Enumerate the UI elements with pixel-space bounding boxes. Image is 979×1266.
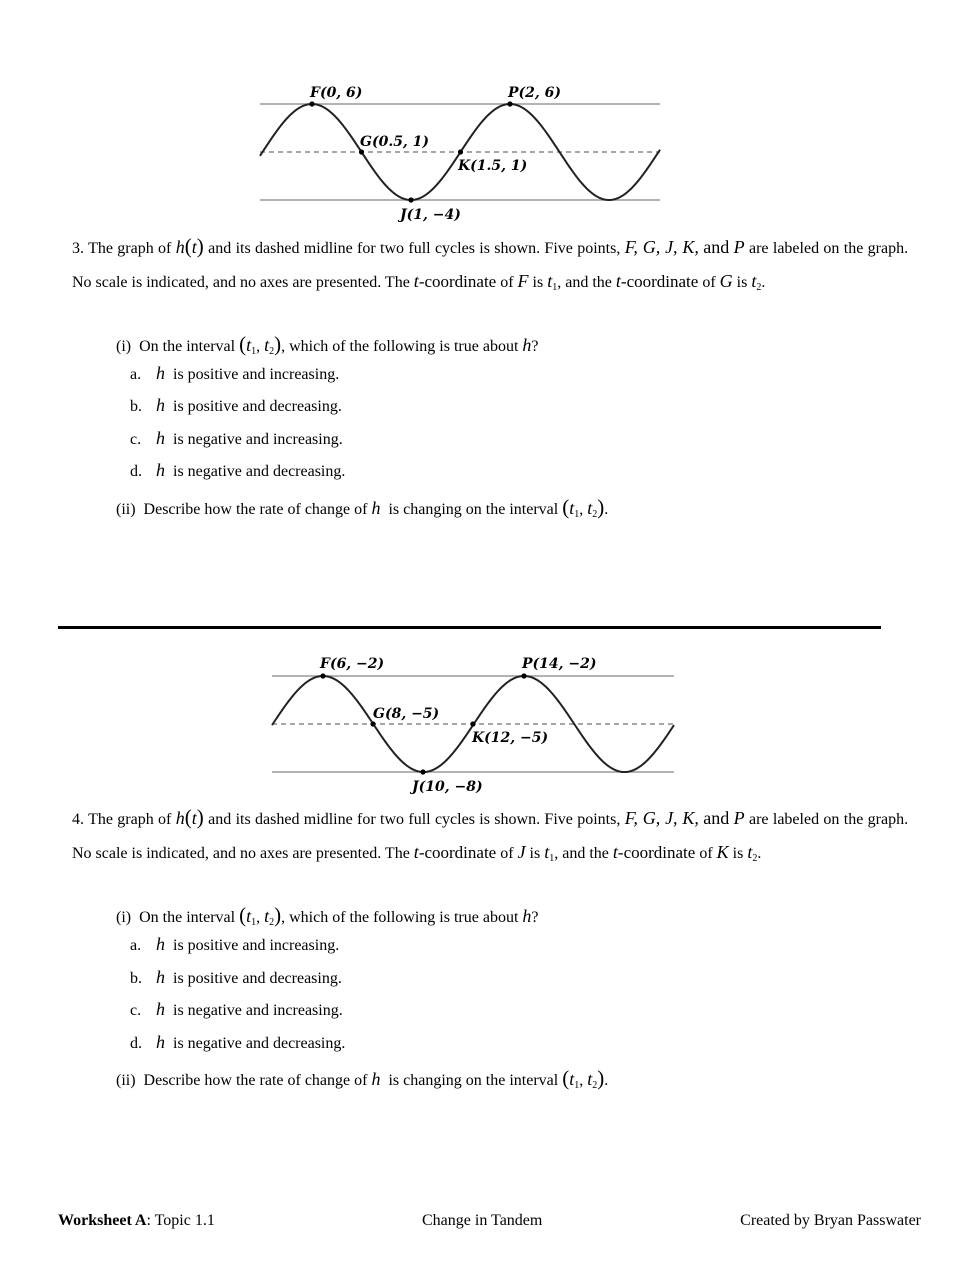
point-f	[320, 673, 325, 678]
point-k	[458, 149, 463, 154]
point-f	[309, 101, 314, 106]
problem-number: 4.	[72, 811, 84, 828]
label-g: G(0.5, 1)	[360, 134, 430, 150]
label-k: K(1.5, 1)	[458, 158, 528, 174]
problem-4-option-a: a. h is positive and increasing.	[130, 934, 340, 954]
label-f: F(0, 6)	[310, 85, 363, 101]
label-p: P(14, −2)	[522, 656, 597, 672]
point-p	[507, 101, 512, 106]
problem-3-option-b: b. h is positive and decreasing.	[130, 395, 342, 415]
problem-4-option-c: c. h is negative and increasing.	[130, 999, 343, 1019]
label-p: P(2, 6)	[508, 85, 562, 101]
problem-3-part-ii: (ii) Describe how the rate of change of h is changing on the interval ($t_1$, $t_2$).	[116, 495, 609, 520]
footer-left: Worksheet A: Topic 1.1	[58, 1212, 215, 1229]
graph-problem-4	[252, 650, 692, 800]
problem-4-option-d: d. h is negative and decreasing.	[130, 1032, 346, 1052]
point-k	[470, 721, 475, 726]
problem-3-part-i: (i) On the interval ($t_1$, $t_2$), which of the following is true about h?	[116, 332, 539, 357]
problem-3-option-c: c. h is negative and increasing.	[130, 428, 343, 448]
section-divider	[58, 626, 881, 629]
label-j: J(1, −4)	[400, 207, 461, 223]
label-f: F(6, −2)	[320, 656, 385, 672]
footer-center: Change in Tandem	[422, 1212, 543, 1229]
problem-4-option-b: b. h is positive and decreasing.	[130, 967, 342, 987]
problem-3-option-a: a. h is positive and increasing.	[130, 363, 340, 383]
point-g	[359, 149, 364, 154]
problem-3-option-d: d. h is negative and decreasing.	[130, 460, 346, 480]
footer-right: Created by Bryan Passwater	[740, 1212, 921, 1229]
point-j	[408, 197, 413, 202]
problem-4-part-ii: (ii) Describe how the rate of change of h is changing on the interval ($t_1$, $t_2$).	[116, 1066, 609, 1091]
label-k: K(12, −5)	[472, 730, 549, 746]
problem-number: 3.	[72, 240, 84, 257]
problem-4-part-i: (i) On the interval ($t_1$, $t_2$), which of the following is true about h?	[116, 903, 539, 928]
problem-4-statement: 4. The graph of h(t) and its dashed midline for two full cycles is shown. Five points, F, G, J, K, and P are labeled on the graph. No scale is indicated, and no axes are presented. The t-coordinate of J is $t_1$, and the t-coordinate of K is $t_2$.	[72, 805, 909, 864]
graph-problem-3	[240, 78, 680, 228]
problem-3-statement: 3. The graph of h(t) and its dashed midline for two full cycles is shown. Five points, F, G, J, K, and P are labeled on the graph. No scale is indicated, and no axes are presented. The t-coordinate of F is $t_1$, and the t-coordinate of G is $t_2$.	[72, 234, 909, 293]
point-j	[420, 769, 425, 774]
point-g	[370, 721, 375, 726]
point-p	[521, 673, 526, 678]
worksheet-label: Worksheet A	[58, 1212, 147, 1229]
label-j: J(10, −8)	[412, 779, 483, 795]
label-g: G(8, −5)	[373, 706, 440, 722]
